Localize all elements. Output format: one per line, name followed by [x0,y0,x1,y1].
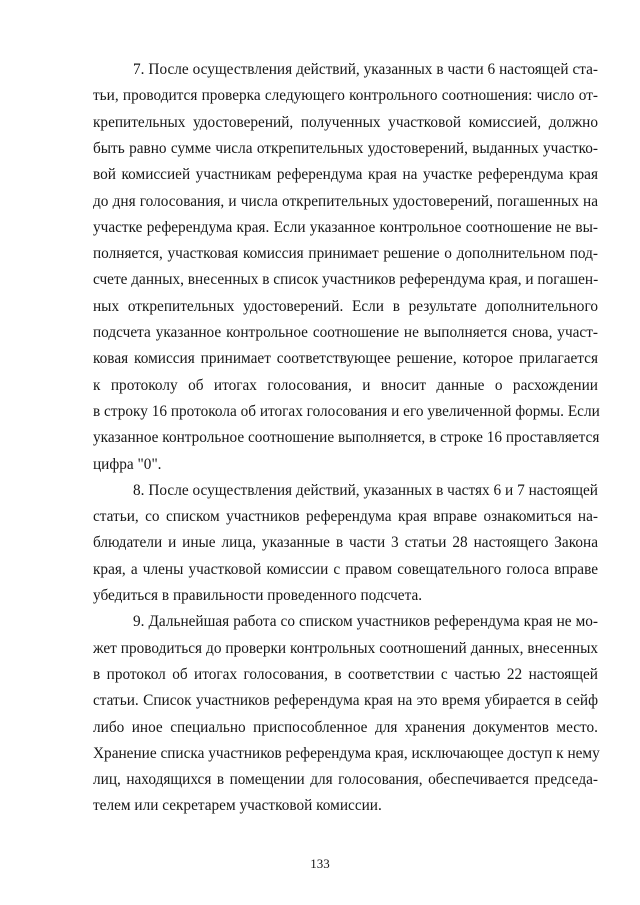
text-line: лиц, находящихся в помещении для голосования, обеспечивается председа- [93,771,598,789]
page-number: 133 [310,856,330,871]
text-line: убедиться в правильности проведенного подсчета. [93,587,423,604]
text-line: крепительных удостоверений, полученных участковой комиссией, должно [93,113,598,131]
text-line: 7. После осуществления действий, указанных в части 6 настоящей ста- [133,61,598,78]
text-line: тьи, проводится проверка следующего контрольного соотношения: число от- [93,87,598,105]
text-line: в строку 16 протокола об итогах голосования и его увеличенной формы. Если [93,402,600,420]
text-line: до дня голосования, и числа открепительных удостоверений, погашенных на [93,192,598,210]
text-line: цифра "0". [93,455,162,473]
text-line: быть равно сумме числа открепительных удостоверений, выданных участко- [93,139,598,157]
text-line: либо иное специально приспособленное для хранения документов место. [93,718,598,736]
text-line: жет проводиться до проверки контрольных соотношений данных, внесенных [93,639,598,657]
text-line: блюдатели и иные лица, указанные в части 3 статьи 28 настоящего Закона [93,534,598,552]
text-line: к протоколу об итогах голосования, и вносит данные о расхождении [93,376,598,394]
text-line: 8. После осуществления действий, указанных в частях 6 и 7 настоящей [133,481,598,499]
text-line: в протокол об итогах голосования, в соответствии с частью 22 настоящей [93,665,598,683]
text-line: ковая комиссия принимает соответствующее решение, которое прилагается [93,350,598,368]
text-line: статьи. Список участников референдума края на это время убирается в сейф [93,692,598,710]
text-line: края, а члены участковой комиссии с правом совещательного голоса вправе [93,560,598,578]
text-line: статьи, со списком участников референдума края вправе ознакомиться на- [93,508,598,526]
text-line: ных открепительных удостоверений. Если в результате дополнительного [93,297,598,315]
text-line: телем или секретарем участковой комиссии. [93,797,382,815]
text-line: подсчета указанное контрольное соотношение не выполняется снова, участ- [93,324,598,341]
text-line: Хранение списка участников референдума края, исключающее доступ к нему [93,744,600,762]
text-line: 9. Дальнейшая работа со списком участников референдума края не мо- [133,613,598,631]
text-line: участке референдума края. Если указанное контрольное соотношение не вы- [93,218,598,236]
text-line: полняется, участковая комиссия принимает решение о дополнительном под- [93,245,598,263]
text-line: счете данных, внесенных в список участников референдума края, и погашен- [93,271,599,289]
text-line: вой комиссией участникам референдума края на участке референдума края [93,166,598,184]
text-line: указанное контрольное соотношение выполняется, в строке 16 проставляется [93,429,600,447]
